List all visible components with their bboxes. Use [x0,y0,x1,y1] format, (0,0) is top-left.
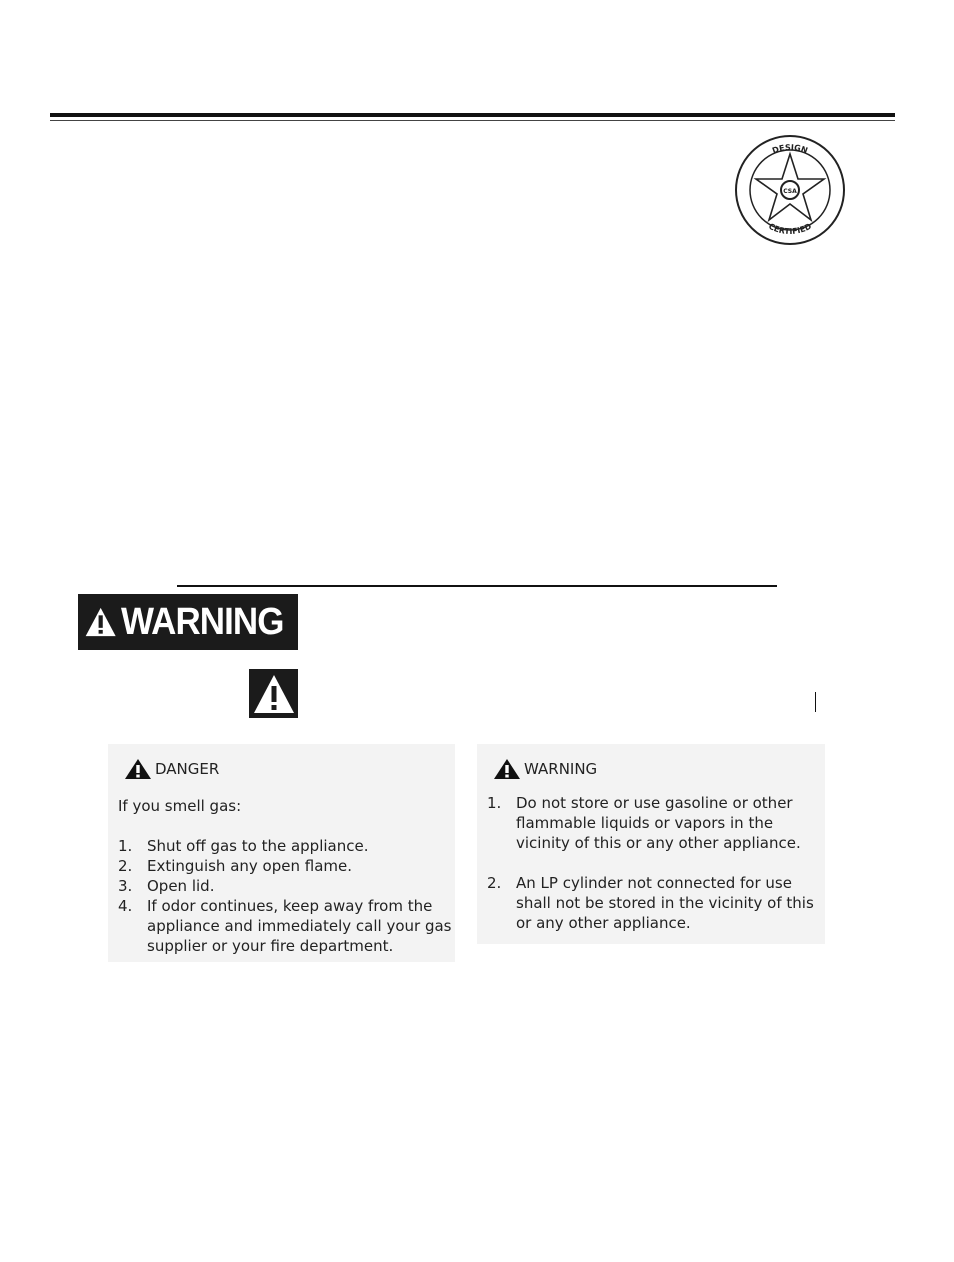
danger-notice [108,744,455,962]
header-rule-thin [50,120,895,121]
item-number: 3. [118,877,133,895]
item-text: An LP cylinder not connected for use shall not be stored in the vicinity of this or any other appliance. [516,874,814,932]
header-rule-thick [50,113,895,117]
seal-center-text: CSA [783,188,797,195]
danger-heading-text: DANGER [155,760,220,778]
item-number: 2. [487,874,502,892]
warning-triangle-icon [252,673,296,715]
item-text: Do not store or use gasoline or other flammable liquids or vapors in the vicinity of this or any other appliance. [516,794,801,852]
seal-top-text: DESIGN [771,142,809,156]
section-divider [177,585,777,587]
seal-bottom-text: CERTIFIED [767,221,813,237]
item-text: Extinguish any open flame. [147,857,352,875]
warning-heading-text: WARNING [524,760,598,778]
danger-intro: If you smell gas: [118,797,242,815]
list-item [118,856,453,876]
list-item [118,836,453,856]
list-item [118,896,453,956]
warning-banner-label: WARNING [121,600,284,643]
item-text: Open lid. [147,877,215,895]
item-number: 1. [487,794,502,812]
item-number: 1. [118,837,133,855]
text-cursor-mark [815,692,816,712]
warning-notice [477,744,825,944]
warning-triangle-icon [124,758,152,780]
item-number: 4. [118,897,133,915]
item-text: Shut off gas to the appliance. [147,837,369,855]
list-item [487,793,823,853]
danger-heading [124,758,219,780]
warning-triangle-icon [84,603,117,641]
warning-items [487,793,823,933]
item-text: If odor continues, keep away from the appliance and immediately call your gas supplier or your fire department. [147,897,452,955]
warning-banner [78,594,298,650]
design-certified-seal [734,134,846,246]
danger-steps [118,836,453,956]
warning-triangle-icon [493,758,521,780]
svg-text:CERTIFIED [767,222,813,237]
item-number: 2. [118,857,133,875]
warning-symbol [249,669,298,718]
list-item [118,876,453,896]
warning-heading [493,758,597,780]
list-item [487,873,823,933]
